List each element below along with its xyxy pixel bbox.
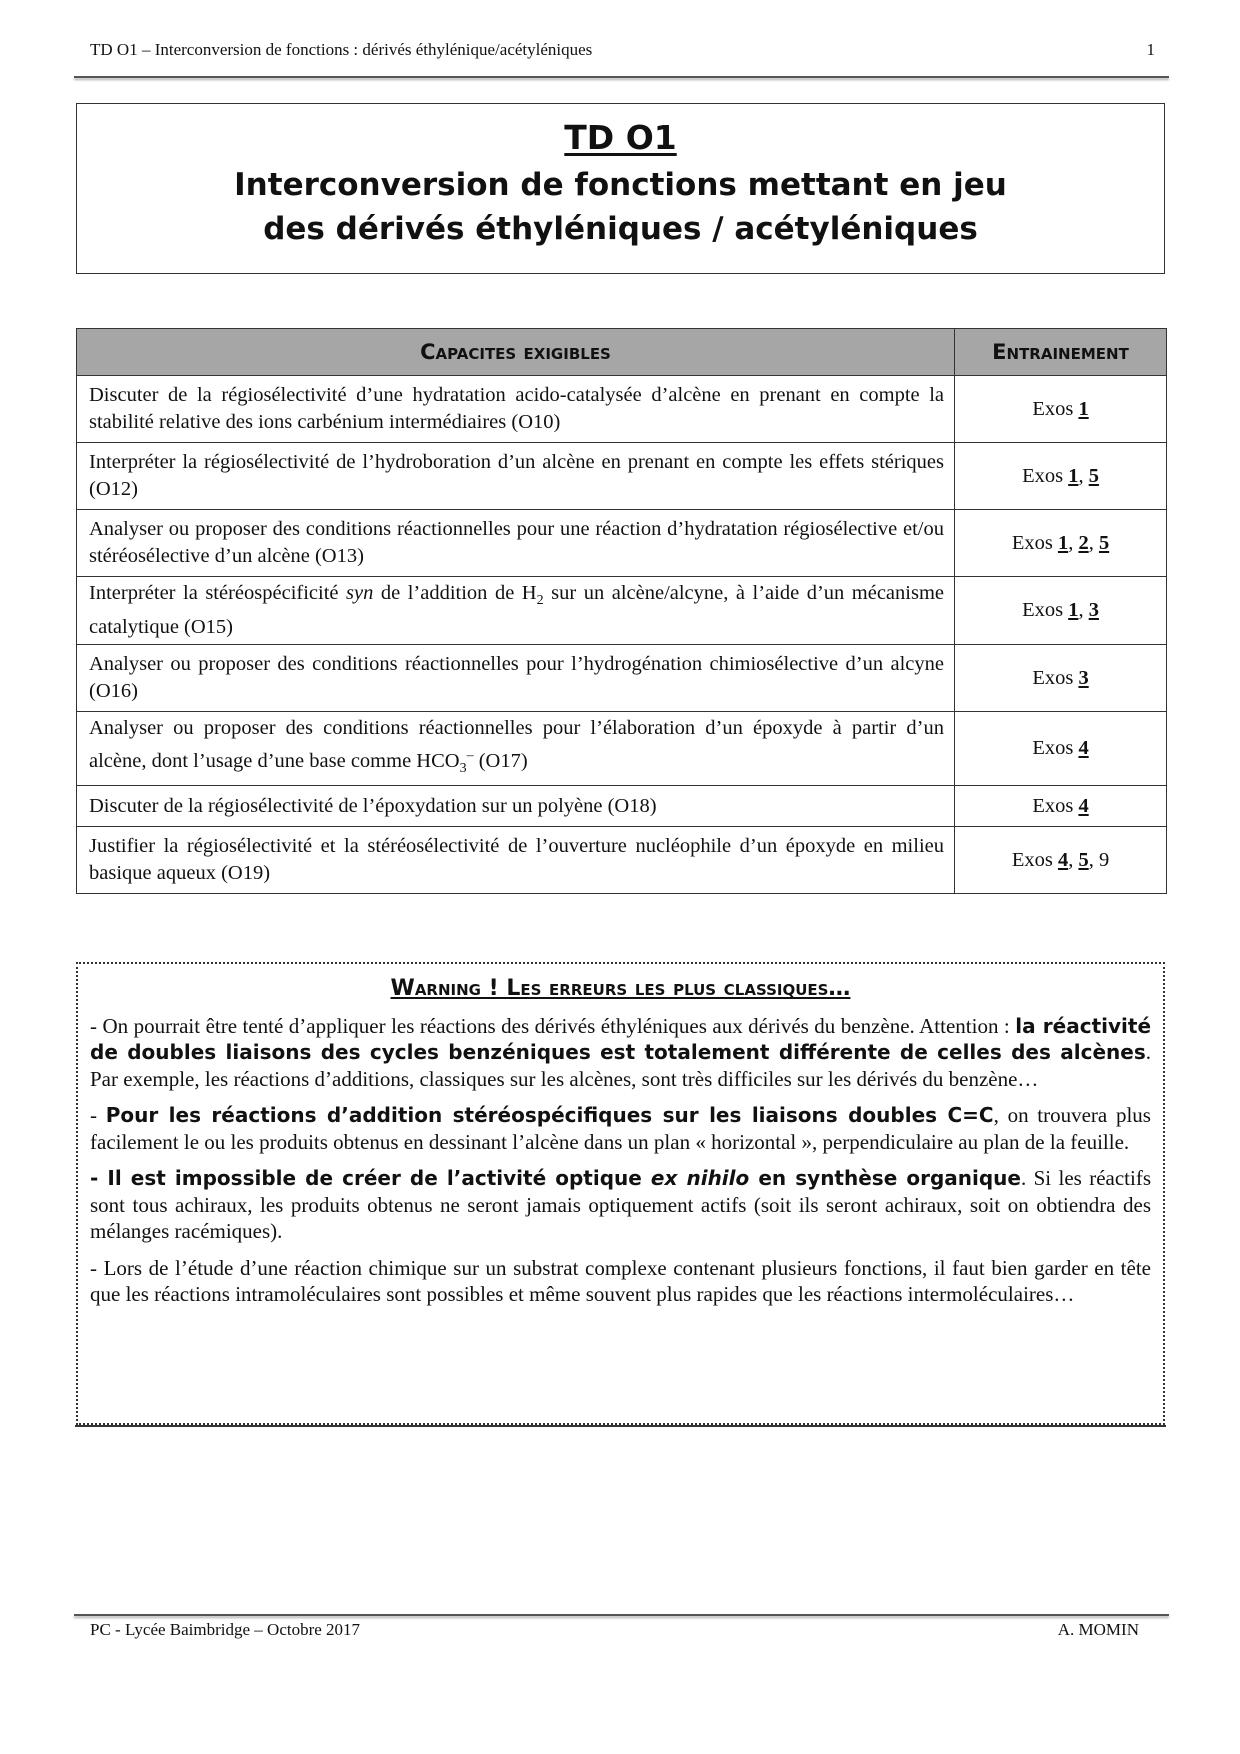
warning-emphasis: la réactivité de doubles liaisons des cycles benzéniques est totalement différente de celles des alcènes bbox=[90, 1013, 1152, 1064]
subscript: 3 bbox=[459, 761, 467, 777]
exercise-ref[interactable]: 5 bbox=[1098, 531, 1110, 554]
warning-emphasis-italic: ex nihilo bbox=[650, 1166, 750, 1190]
exercise-ref[interactable]: 1 bbox=[1068, 599, 1079, 622]
exercises-cell bbox=[955, 645, 1167, 712]
title-line-2: des dérivés éthyléniques / acétyléniques bbox=[263, 211, 978, 247]
table-row bbox=[77, 786, 1167, 827]
exercise-ref[interactable]: 5 bbox=[1078, 848, 1089, 871]
document-code: TD O1 bbox=[564, 118, 677, 157]
capacity-text: Analyser ou proposer des conditions réactionnelles pour l’élaboration d’un époxyde à partir d’un alcène, dont l’usage d’une base comme HCO bbox=[89, 717, 944, 772]
table-row bbox=[77, 712, 1167, 786]
warning-box bbox=[76, 962, 1165, 1425]
capacities-table bbox=[76, 328, 1167, 894]
title-box bbox=[76, 103, 1165, 274]
warning-text: . Par exemple, les réactions d’additions, classiques sur les alcènes, sont très difficiles sur les dérivés du benzène… bbox=[90, 1040, 1151, 1091]
exercise-ref[interactable]: 4 bbox=[1078, 737, 1089, 760]
exercises-cell: Exos 1, 3 bbox=[955, 577, 1167, 645]
warning-emphasis: Pour les réactions d’addition stéréospécifiques sur les liaisons doubles C=C bbox=[105, 1103, 994, 1127]
capacity-cell bbox=[77, 712, 955, 786]
page-number: 1 bbox=[1146, 40, 1155, 59]
exercise-ref[interactable]: 5 bbox=[1088, 464, 1099, 487]
capacity-cell: Analyser ou proposer des conditions réactionnelles pour une réaction d’hydratation régiosélective et/ou stéréosélective d’un alcène (O13) bbox=[77, 510, 955, 577]
exercises-cell: Exos 4, 5, 9 bbox=[955, 827, 1167, 894]
warning-text: - bbox=[90, 1103, 106, 1127]
table-row bbox=[77, 443, 1167, 510]
exos-extra: , 9 bbox=[1088, 848, 1110, 871]
capacity-cell: Interpréter la régiosélectivité de l’hydroboration d’un alcène en prenant en compte les effets stériques (O12) bbox=[77, 443, 955, 510]
header-rule bbox=[74, 76, 1169, 78]
capacity-text: de l’addition de H bbox=[373, 582, 537, 604]
exos-prefix: Exos bbox=[1011, 848, 1058, 871]
capacity-cell: Analyser ou proposer des conditions réactionnelles pour l’hydrogénation chimiosélective d’un alcyne (O16) bbox=[77, 645, 955, 712]
warning-paragraph-2 bbox=[90, 1102, 1151, 1155]
column-header-training: Entrainement bbox=[955, 329, 1167, 376]
warning-title: Warning ! Les erreurs les plus classiques… bbox=[390, 976, 851, 1001]
warning-text: - On pourrait être tenté d’appliquer les réactions des dérivés éthyléniques aux dérivés du benzène. Attention : bbox=[90, 1013, 1016, 1038]
exercise-ref[interactable]: 1 bbox=[1057, 531, 1069, 554]
footer-left: PC - Lycée Baimbridge – Octobre 2017 bbox=[90, 1620, 361, 1639]
title-line-1: Interconversion de fonctions mettant en jeu bbox=[234, 167, 1007, 203]
warning-emphasis: - bbox=[90, 1166, 108, 1190]
exos-prefix: Exos bbox=[1011, 531, 1058, 554]
exercise-ref[interactable]: 4 bbox=[1057, 848, 1069, 871]
capacity-text: sur un alcène/alcyne, à l’aide d’un mécanisme catalytique (O15) bbox=[89, 582, 944, 639]
running-title: TD O1 – Interconversion de fonctions : dérivés éthylénique/acétyléniques bbox=[90, 40, 593, 59]
exercise-ref[interactable]: 2 bbox=[1078, 531, 1089, 554]
exercises-cell bbox=[955, 712, 1167, 786]
capacity-text: Interpréter la stéréospécificité bbox=[89, 582, 347, 604]
table-row bbox=[77, 645, 1167, 712]
exos-prefix: Exos bbox=[1022, 464, 1069, 487]
capacity-text: (O17) bbox=[473, 749, 528, 772]
capacity-italic: syn bbox=[346, 582, 374, 604]
exercise-ref[interactable]: 1 bbox=[1068, 464, 1079, 487]
exos-prefix: Exos bbox=[1032, 737, 1079, 760]
table-row bbox=[77, 577, 1167, 645]
exos-prefix: Exos bbox=[1032, 794, 1079, 817]
exercise-ref[interactable]: 1 bbox=[1078, 397, 1089, 420]
column-header-capacities: Capacites exigibles bbox=[77, 329, 955, 376]
warning-emphasis: Il est impossible de créer de l’activité optique bbox=[107, 1166, 651, 1190]
footer bbox=[74, 1620, 1169, 1640]
warning-paragraph-4: - Lors de l’étude d’une réaction chimique sur un substrat complexe contenant plusieurs fonctions, il faut bien garder en tête que les réactions intramoléculaires sont possibles et même souvent plus rapides que les réactions intermoléculaires… bbox=[90, 1255, 1151, 1306]
warning-paragraph-3 bbox=[90, 1165, 1151, 1245]
footer-rule bbox=[74, 1614, 1169, 1616]
warning-text: . Si les réactifs sont tous achiraux, les produits obtenus ne seront jamais optiquement actifs (soit ils seront achiraux, soit on obtiendra des mélanges racémiques). bbox=[90, 1166, 1151, 1243]
table-row bbox=[77, 827, 1167, 894]
capacity-cell bbox=[77, 577, 955, 645]
exercise-ref[interactable]: 3 bbox=[1088, 599, 1099, 622]
exercises-cell: Exos 1, 5 bbox=[955, 443, 1167, 510]
exercises-cell: Exos 1, 2, 5 bbox=[955, 510, 1167, 577]
warning-paragraph-1 bbox=[90, 1013, 1151, 1093]
exos-prefix: Exos bbox=[1022, 599, 1069, 622]
exos-prefix: Exos bbox=[1032, 666, 1079, 689]
running-header bbox=[74, 40, 1169, 66]
warning-emphasis: en synthèse organique bbox=[749, 1166, 1021, 1190]
capacity-cell: Discuter de la régiosélectivité de l’époxydation sur un polyène (O18) bbox=[77, 786, 955, 827]
superscript: – bbox=[466, 748, 474, 764]
exercises-cell bbox=[955, 786, 1167, 827]
capacity-cell: Justifier la régiosélectivité et la stéréosélectivité de l’ouverture nucléophile d’un époxyde en milieu basique aqueux (O19) bbox=[77, 827, 955, 894]
warning-text: , on trouvera plus facilement le ou les produits obtenus en dessinant l’alcène dans un plan « horizontal », perpendiculaire au plan de la feuille. bbox=[90, 1103, 1151, 1154]
table-row bbox=[77, 376, 1167, 443]
table-header-row bbox=[77, 329, 1167, 376]
footer-author: A. MOMIN bbox=[1057, 1620, 1139, 1639]
exercise-ref[interactable]: 3 bbox=[1078, 666, 1089, 689]
subscript: 2 bbox=[536, 593, 544, 609]
table-row bbox=[77, 510, 1167, 577]
exercise-ref[interactable]: 4 bbox=[1078, 794, 1089, 817]
exercises-cell bbox=[955, 376, 1167, 443]
capacity-cell: Discuter de la régiosélectivité d’une hydratation acido-catalysée d’alcène en prenant en compte la stabilité relative des ions carbénium intermédiaires (O10) bbox=[77, 376, 955, 443]
exos-prefix: Exos bbox=[1032, 397, 1079, 420]
